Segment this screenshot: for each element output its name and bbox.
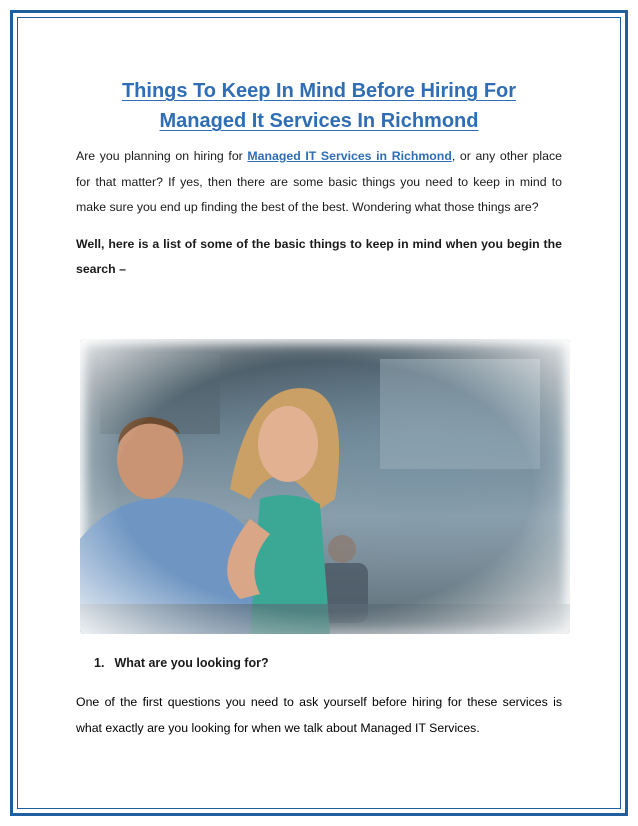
list-item-1 <box>94 656 269 670</box>
intro-text-before: Are you planning on hiring for <box>76 149 248 163</box>
body-section <box>76 690 562 741</box>
managed-it-services-link[interactable]: Managed IT Services in Richmond <box>247 149 452 163</box>
intro-paragraph <box>76 144 562 221</box>
office-team-photo <box>80 339 570 634</box>
title-line-1: Things To Keep In Mind Before Hiring For <box>121 80 517 102</box>
list-heading: What are you looking for? <box>114 656 269 670</box>
title-line-2: Managed It Services In Richmond <box>159 110 479 132</box>
body-paragraph: One of the first questions you need to ask yourself before hiring for these services is what exactly are you looking for when we talk about Managed IT Services. <box>76 695 562 735</box>
intro-text-after: , or any other place for that matter? If yes, then there are some basic things you need to keep in mind to make sure you end up finding the best of the best. Wondering what those things are? <box>76 149 562 214</box>
list-number: 1. <box>94 656 105 670</box>
lead-paragraph: Well, here is a list of some of the basic things to keep in mind when you begin the search – <box>76 236 562 276</box>
photo-vignette <box>80 339 570 634</box>
document-title <box>76 76 562 136</box>
document-content <box>76 76 562 283</box>
